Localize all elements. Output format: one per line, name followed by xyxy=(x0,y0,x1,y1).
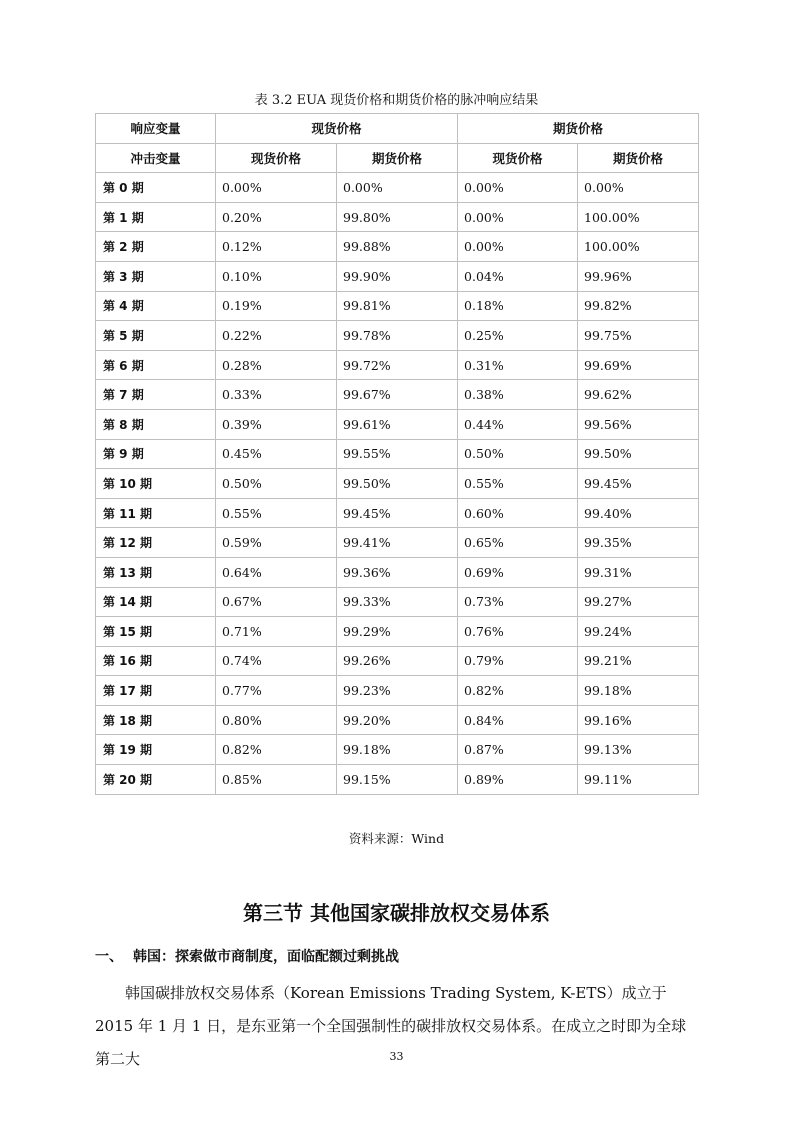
table-cell: 99.67% xyxy=(337,380,458,410)
shock-variable-label: 冲击变量 xyxy=(96,143,216,173)
table-cell: 0.39% xyxy=(216,409,337,439)
table-cell: 0.84% xyxy=(458,705,578,735)
table-cell: 99.50% xyxy=(337,469,458,499)
header-row-response xyxy=(96,114,699,144)
table-cell: 99.45% xyxy=(337,498,458,528)
table-cell: 99.56% xyxy=(578,409,699,439)
period-label: 第 0 期 xyxy=(96,173,216,203)
period-label: 第 18 期 xyxy=(96,705,216,735)
table-cell: 0.76% xyxy=(458,617,578,647)
table-cell: 0.00% xyxy=(216,173,337,203)
table-cell: 0.80% xyxy=(216,705,337,735)
table-cell: 0.69% xyxy=(458,557,578,587)
period-label: 第 11 期 xyxy=(96,498,216,528)
table-row xyxy=(96,617,699,647)
table-cell: 0.38% xyxy=(458,380,578,410)
table-cell: 99.61% xyxy=(337,409,458,439)
table-cell: 0.59% xyxy=(216,528,337,558)
table-cell: 99.35% xyxy=(578,528,699,558)
table-cell: 99.50% xyxy=(578,439,699,469)
period-label: 第 5 期 xyxy=(96,321,216,351)
period-label: 第 10 期 xyxy=(96,469,216,499)
header-row-shock xyxy=(96,143,699,173)
table-row xyxy=(96,439,699,469)
table-cell: 0.82% xyxy=(216,735,337,765)
table-row xyxy=(96,232,699,262)
table-cell: 99.33% xyxy=(337,587,458,617)
table-cell: 99.75% xyxy=(578,321,699,351)
table-cell: 99.24% xyxy=(578,617,699,647)
table-cell: 0.31% xyxy=(458,350,578,380)
table-row xyxy=(96,735,699,765)
table-cell: 0.19% xyxy=(216,291,337,321)
table-row xyxy=(96,498,699,528)
table-cell: 99.40% xyxy=(578,498,699,528)
table-cell: 99.21% xyxy=(578,646,699,676)
table-cell: 0.00% xyxy=(458,232,578,262)
table-cell: 0.28% xyxy=(216,350,337,380)
table-cell: 0.00% xyxy=(578,173,699,203)
period-label: 第 9 期 xyxy=(96,439,216,469)
table-cell: 0.65% xyxy=(458,528,578,558)
table-cell: 99.72% xyxy=(337,350,458,380)
table-cell: 0.04% xyxy=(458,261,578,291)
subcol-header: 现货价格 xyxy=(458,143,578,173)
table-cell: 0.22% xyxy=(216,321,337,351)
period-label: 第 15 期 xyxy=(96,617,216,647)
table-cell: 0.73% xyxy=(458,587,578,617)
table-row xyxy=(96,291,699,321)
table-row xyxy=(96,705,699,735)
table-cell: 0.87% xyxy=(458,735,578,765)
table-cell: 99.18% xyxy=(337,735,458,765)
impulse-response-table xyxy=(95,113,699,795)
table-row xyxy=(96,765,699,795)
group-header-futures: 期货价格 xyxy=(458,114,699,144)
table-cell: 0.50% xyxy=(216,469,337,499)
table-cell: 99.69% xyxy=(578,350,699,380)
table-cell: 99.11% xyxy=(578,765,699,795)
table-cell: 99.36% xyxy=(337,557,458,587)
table-cell: 0.25% xyxy=(458,321,578,351)
period-label: 第 6 期 xyxy=(96,350,216,380)
table-cell: 99.18% xyxy=(578,676,699,706)
table-cell: 100.00% xyxy=(578,202,699,232)
table-row xyxy=(96,646,699,676)
table-cell: 99.80% xyxy=(337,202,458,232)
period-label: 第 14 期 xyxy=(96,587,216,617)
table-cell: 0.85% xyxy=(216,765,337,795)
subcol-header: 现货价格 xyxy=(216,143,337,173)
subcol-header: 期货价格 xyxy=(578,143,699,173)
table-row xyxy=(96,469,699,499)
body-paragraph: 韩国碳排放权交易体系（Korean Emissions Trading System, K-ETS）成立于 2015 年 1 月 1 日，是东亚第一个全国强制性的碳排放权交易体系。在成立之时即为全球第二大 xyxy=(95,984,687,1068)
table-cell: 0.00% xyxy=(458,202,578,232)
response-variable-label: 响应变量 xyxy=(96,114,216,144)
period-label: 第 1 期 xyxy=(96,202,216,232)
table-cell: 99.15% xyxy=(337,765,458,795)
table-cell: 99.29% xyxy=(337,617,458,647)
table-row xyxy=(96,380,699,410)
table-cell: 0.64% xyxy=(216,557,337,587)
table-cell: 99.90% xyxy=(337,261,458,291)
table-cell: 99.62% xyxy=(578,380,699,410)
table-cell: 99.31% xyxy=(578,557,699,587)
table-cell: 0.33% xyxy=(216,380,337,410)
table-cell: 0.77% xyxy=(216,676,337,706)
table-cell: 99.96% xyxy=(578,261,699,291)
table-row xyxy=(96,557,699,587)
table-row xyxy=(96,528,699,558)
table-cell: 0.44% xyxy=(458,409,578,439)
period-label: 第 4 期 xyxy=(96,291,216,321)
table-cell: 99.81% xyxy=(337,291,458,321)
page-number: 33 xyxy=(389,1050,404,1063)
table-row xyxy=(96,409,699,439)
section-title: 第三节 其他国家碳排放权交易体系 xyxy=(243,901,550,925)
table-row xyxy=(96,202,699,232)
table-cell: 99.41% xyxy=(337,528,458,558)
table-cell: 0.45% xyxy=(216,439,337,469)
period-label: 第 3 期 xyxy=(96,261,216,291)
period-label: 第 2 期 xyxy=(96,232,216,262)
table-cell: 99.27% xyxy=(578,587,699,617)
table-caption: 表 3.2 EUA 现货价格和期货价格的脉冲响应结果 xyxy=(254,93,539,108)
sub-heading-text: 韩国：探索做市商制度，面临配额过剩挑战 xyxy=(133,949,399,965)
table-cell: 0.50% xyxy=(458,439,578,469)
table-row xyxy=(96,350,699,380)
table-row xyxy=(96,261,699,291)
table-cell: 99.88% xyxy=(337,232,458,262)
table-cell: 0.20% xyxy=(216,202,337,232)
table-cell: 0.00% xyxy=(458,173,578,203)
period-label: 第 13 期 xyxy=(96,557,216,587)
period-label: 第 20 期 xyxy=(96,765,216,795)
table-cell: 0.60% xyxy=(458,498,578,528)
table-cell: 99.16% xyxy=(578,705,699,735)
table-cell: 0.12% xyxy=(216,232,337,262)
table-row xyxy=(96,173,699,203)
table-cell: 0.89% xyxy=(458,765,578,795)
period-label: 第 16 期 xyxy=(96,646,216,676)
table-cell: 99.82% xyxy=(578,291,699,321)
table-cell: 0.00% xyxy=(337,173,458,203)
table-cell: 0.82% xyxy=(458,676,578,706)
group-header-spot: 现货价格 xyxy=(216,114,458,144)
table-row xyxy=(96,587,699,617)
table-cell: 0.10% xyxy=(216,261,337,291)
table-cell: 99.78% xyxy=(337,321,458,351)
table-cell: 0.67% xyxy=(216,587,337,617)
table-source: 资料来源：Wind xyxy=(348,831,445,846)
table-cell: 0.55% xyxy=(458,469,578,499)
period-label: 第 12 期 xyxy=(96,528,216,558)
period-label: 第 7 期 xyxy=(96,380,216,410)
sub-heading xyxy=(95,946,399,966)
table-cell: 0.79% xyxy=(458,646,578,676)
table-cell: 99.23% xyxy=(337,676,458,706)
table-row xyxy=(96,676,699,706)
sub-heading-number: 一、 xyxy=(95,949,123,965)
table-cell: 99.26% xyxy=(337,646,458,676)
table-cell: 0.55% xyxy=(216,498,337,528)
table-cell: 0.18% xyxy=(458,291,578,321)
period-label: 第 8 期 xyxy=(96,409,216,439)
period-label: 第 19 期 xyxy=(96,735,216,765)
table-cell: 0.74% xyxy=(216,646,337,676)
table-cell: 0.71% xyxy=(216,617,337,647)
period-label: 第 17 期 xyxy=(96,676,216,706)
table-cell: 99.45% xyxy=(578,469,699,499)
table-cell: 100.00% xyxy=(578,232,699,262)
table-cell: 99.13% xyxy=(578,735,699,765)
table-cell: 99.20% xyxy=(337,705,458,735)
subcol-header: 期货价格 xyxy=(337,143,458,173)
table-cell: 99.55% xyxy=(337,439,458,469)
table-row xyxy=(96,321,699,351)
